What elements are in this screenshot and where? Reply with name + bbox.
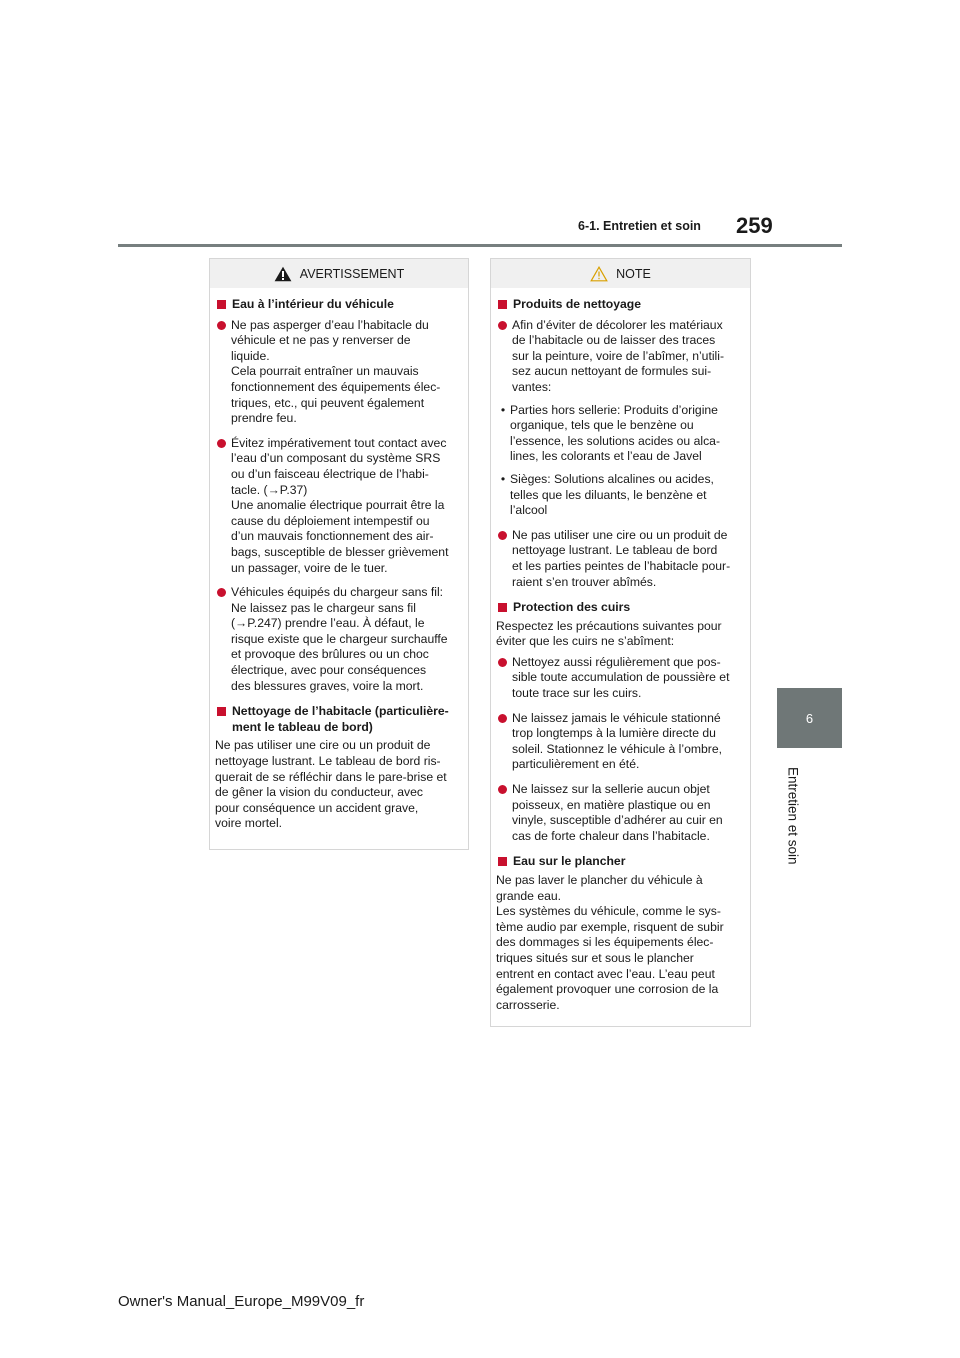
list-item: Évitez impérativement tout contact avec l’eau d’un composant du système SRS ou d’un faisceau électrique de l’habi- tacle. (→P.37) Une anomalie électrique pourrait être la cause du déploiement intempestif ou d’un mauvais fonctionnement des air- bags, susceptible de blesser grièvement un passager, voire de le tuer. [215,436,460,576]
list-item: Nettoyez aussi régulièrement que pos- sible toute accumulation de poussière et toute trace sur les cuirs. [496,655,742,702]
section-heading: Eau à l’intérieur du véhicule [215,297,460,313]
note-box [490,258,751,1027]
list-item: Ne pas utiliser une cire ou un produit de nettoyage lustrant. Le tableau de bord et les parties peintes de l’habitacle pour- raient s’en trouver abîmés. [496,528,742,590]
warning-title: AVERTISSEMENT [299,266,405,281]
square-bullet-icon [498,857,507,866]
square-bullet-icon [217,707,226,716]
warning-header [210,259,468,288]
sub-list-item: • Sièges: Solutions alcalines ou acides, telles que les diluants, le benzène et l’alcool [500,471,714,518]
chapter-title: Entretien et soin [785,766,801,865]
section-title: 6-1. Entretien et soin [578,219,701,233]
note-title: NOTE [616,266,651,281]
paragraph: Ne pas laver le plancher du véhicule à grande eau. Les systèmes du véhicule, comme le sys- tème audio par exemple, risquent de subir des dommages si les équipements élec- triques situés sur et sous le plancher entrent en contact avec l’eau. L’eau peut également provoquer une corrosion de la carrosserie. [496,873,724,1012]
list-item: Afin d’éviter de décolorer les matériaux de l’habitacle ou de laisser des traces sur la peinture, voire de l’abîmer, n’utili- sez aucun nettoyant de formules sui- vantes: [496,318,742,396]
square-bullet-icon [498,300,507,309]
section-heading: Protection des cuirs [496,600,742,616]
paragraph: Respectez les précautions suivantes pour éviter que les cuirs ne s’abîment: [496,618,722,649]
bullet-icon [217,439,226,448]
caution-triangle-icon [590,266,608,282]
sub-list-item: • Parties hors sellerie: Produits d’origine organique, tels que le benzène ou l’essence, les solutions acides ou alca- lines, les colorants et l’eau de Javel [500,402,721,464]
square-bullet-icon [498,603,507,612]
chapter-label [771,758,815,873]
footer-text: Owner's Manual_Europe_M99V09_fr [118,1293,365,1310]
square-bullet-icon [217,300,226,309]
bullet-icon [498,714,507,723]
bullet-icon [217,321,226,330]
list-item: Véhicules équipés du chargeur sans fil: Ne laissez pas le chargeur sans fil (→P.247) prendre l’eau. À défaut, le risque existe que le chargeur surchauffe et provoque des brûlures ou un choc électrique, avec pour conséquences des blessures graves, voire la mort. [215,585,460,694]
bullet-icon [217,588,226,597]
section-heading: Eau sur le plancher [496,854,742,870]
page-number: 259 [736,213,773,238]
header-rule [118,244,842,247]
chapter-number: 6 [805,710,814,726]
bullet-icon [498,321,507,330]
section-heading: Nettoyage de l’habitacle (particulière- ment le tableau de bord) [215,704,460,735]
list-item: Ne laissez jamais le véhicule stationné trop longtemps à la lumière directe du soleil. Stationnez le véhicule à l’ombre, particulièrement en été. [496,711,742,773]
chapter-tab [777,688,842,748]
paragraph: Ne pas utiliser une cire ou un produit de nettoyage lustrant. Le tableau de bord ris- querait de se réfléchir dans le pare-brise et de gêner la vision du conducteur, avec pour conséquence un accident grave, voire mortel. [215,738,447,831]
note-header [491,259,750,288]
bullet-icon [498,785,507,794]
warning-box [209,258,469,850]
bullet-icon [498,658,507,667]
bullet-icon [498,531,507,540]
list-item: Ne pas asperger d’eau l’habitacle du véhicule et ne pas y renverser de liquide. Cela pourrait entraîner un mauvais fonctionnement des équipements élec- triques, etc., qui peuvent également prendre feu. [215,318,460,427]
warning-triangle-icon [274,266,292,282]
section-heading: Produits de nettoyage [496,297,742,313]
list-item: Ne laissez sur la sellerie aucun objet poisseux, en matière plastique ou en vinyle, susceptible d’adhérer au cuir en cas de forte chaleur dans l’habitacle. [496,782,742,844]
